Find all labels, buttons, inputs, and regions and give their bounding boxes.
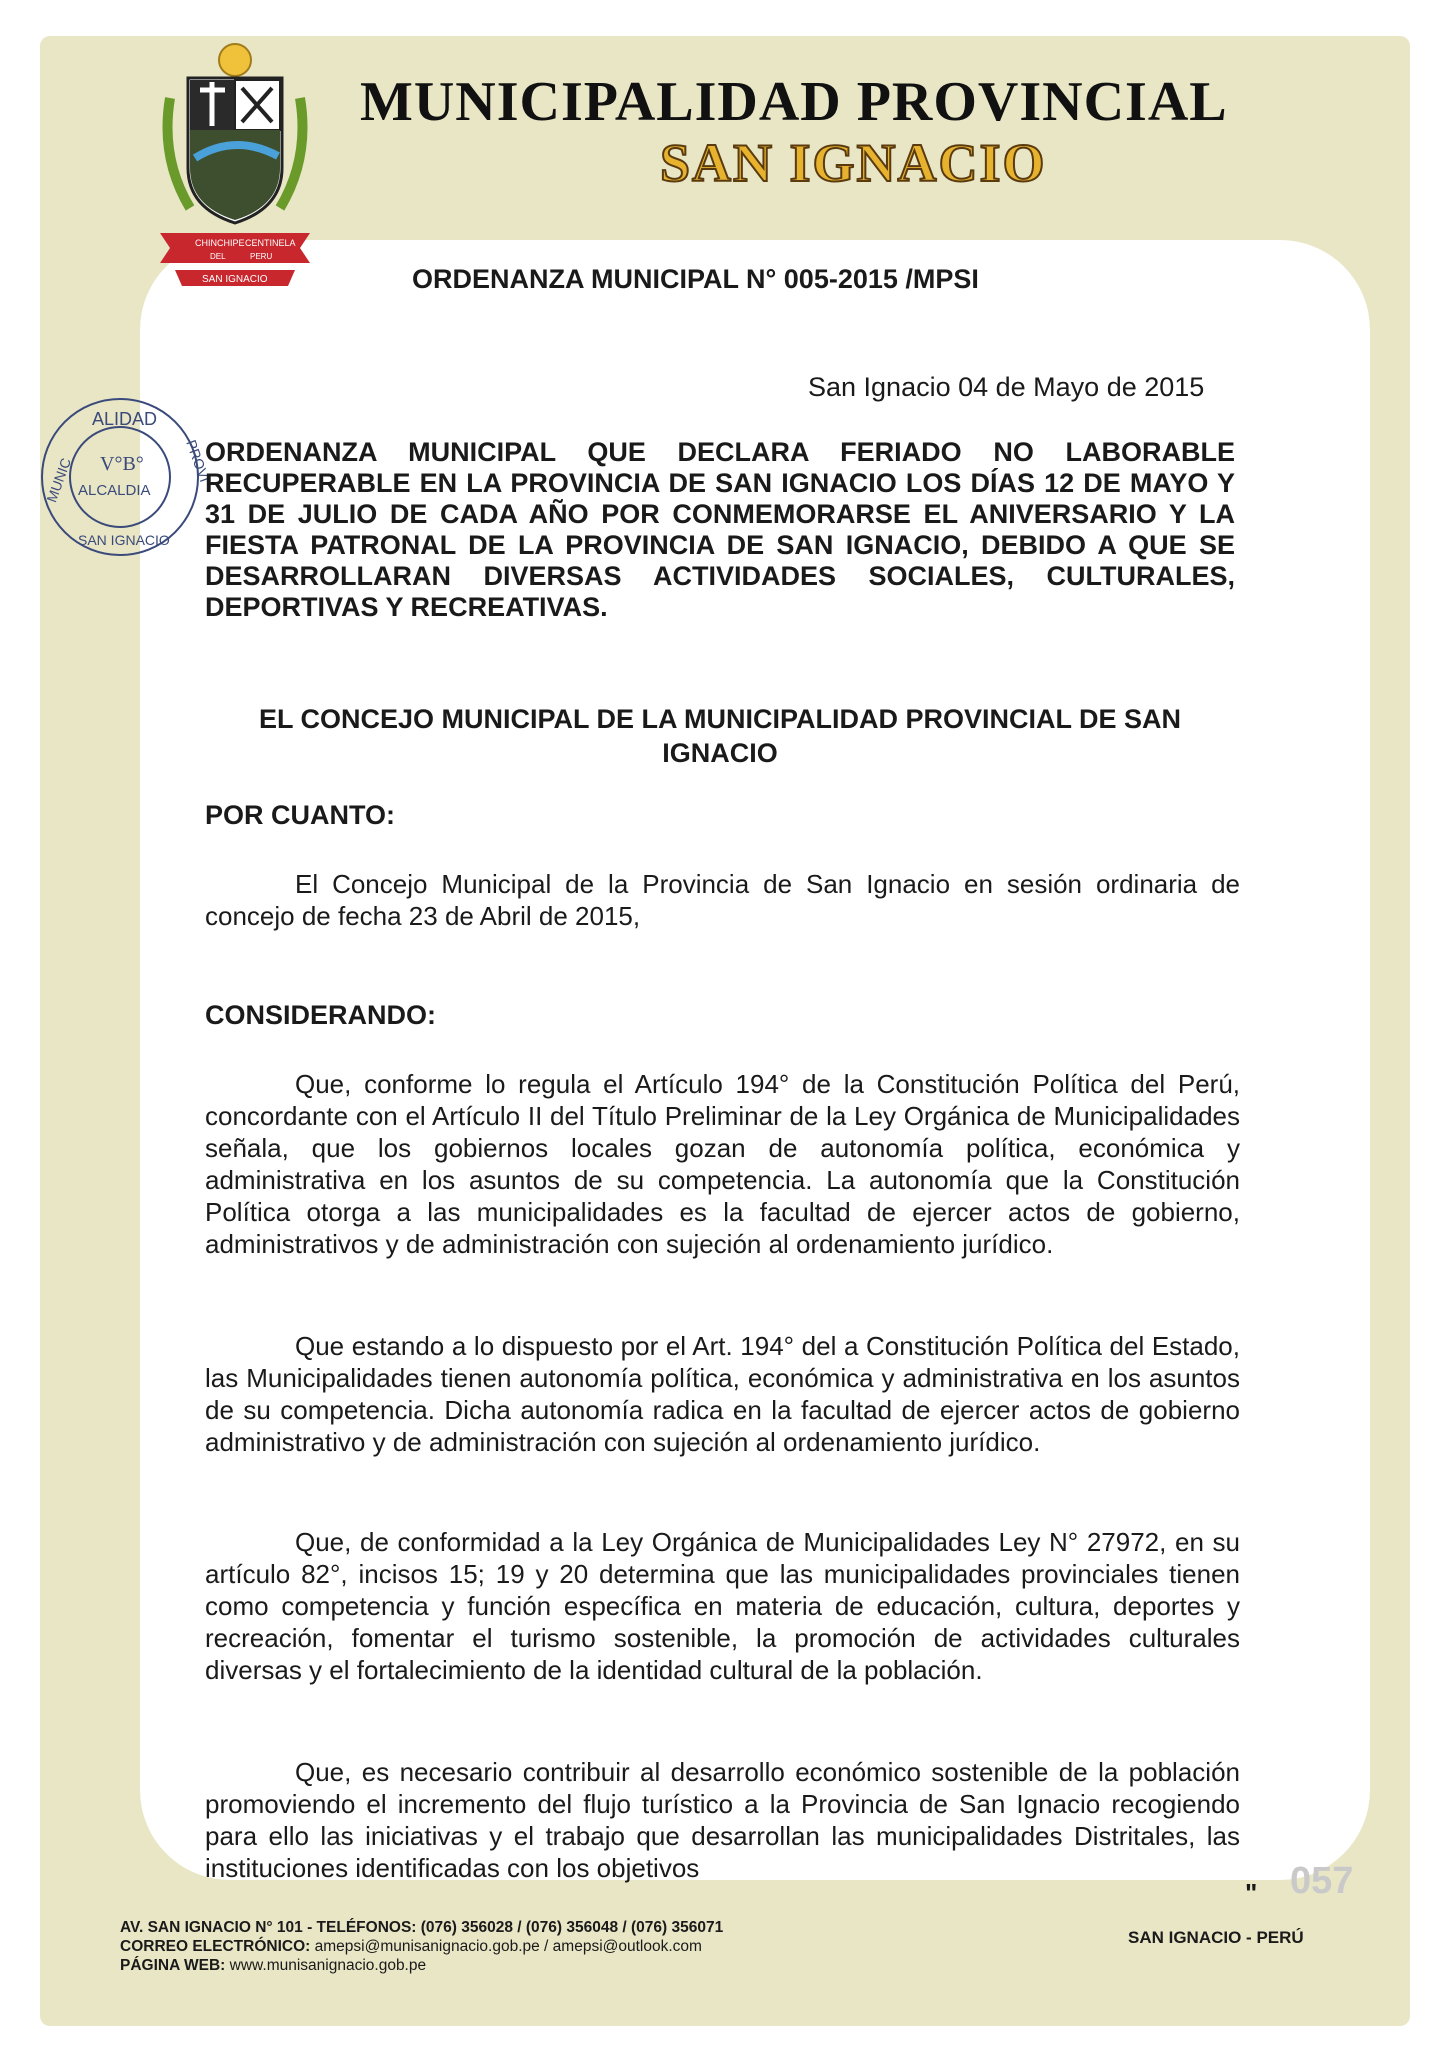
footer-label: PÁGINA WEB:	[120, 1957, 226, 1974]
stamp-text: ALIDAD	[92, 409, 158, 429]
stamp-text: V°B°	[100, 453, 144, 475]
crest-ribbon-text: SAN IGNACIO	[202, 274, 268, 285]
considerando-paragraph: Que, es necesario contribuir al desarrollo económico sostenible de la población promoviendo el incremento del flujo turístico a la Provincia de San Ignacio recogiendo para ello las iniciativas y el trabajo que desarrollan las municipalidades Distritales, las instituciones identificadas con los objetivos	[205, 1757, 1240, 1883]
footer-emails: amepsi@munisanignacio.gob.pe / amepsi@outlook.com	[314, 1938, 702, 1955]
province-title: SAN IGNACIO	[660, 133, 1047, 193]
continuation-marker: "	[1245, 1878, 1258, 1908]
stamp-text: SAN IGNACIO	[78, 532, 170, 548]
stamp-text: PROVI	[183, 437, 214, 485]
alcaldia-approval-stamp	[30, 385, 214, 570]
document-date: San Ignacio 04 de Mayo de 2015	[808, 372, 1205, 402]
municipal-crest-logo	[140, 38, 330, 288]
crest-banner-text: CENTINELA	[245, 238, 296, 248]
page-number: 057	[1290, 1860, 1354, 1902]
section-heading-considerando: CONSIDERANDO:	[205, 1000, 437, 1030]
council-heading-line: EL CONCEJO MUNICIPAL DE LA MUNICIPALIDAD PROVINCIAL DE SAN	[258, 704, 1182, 734]
footer-phones: (076) 356028 / (076) 356048 / (076) 356071	[420, 1919, 724, 1936]
footer-website: www.munisanignacio.gob.pe	[229, 1957, 427, 1974]
municipality-title: MUNICIPALIDAD PROVINCIAL	[360, 71, 1228, 133]
footer-label: CORREO ELECTRÓNICO:	[120, 1938, 311, 1955]
footer-contact	[120, 1918, 723, 1975]
stamp-text: ALCALDIA	[78, 482, 151, 499]
ordinance-number: ORDENANZA MUNICIPAL N° 005-2015 /MPSI	[412, 264, 979, 294]
considerando-paragraph: Que, conforme lo regula el Artículo 194° de la Constitución Política del Perú, concordante con el Artículo II del Título Preliminar de la Ley Orgánica de Municipalidades señala, que los gobiernos locales gozan de autonomía política, económica y administrativa en los asuntos de su competencia. La autonomía que la Constitución Política otorga a las municipalidades es la facultad de ejercer actos de gobierno, administrativos y de administración con sujeción al ordenamiento jurídico.	[205, 1069, 1240, 1259]
ordinance-heading: ORDENANZA MUNICIPAL QUE DECLARA FERIADO NO LABORABLE RECUPERABLE EN LA PROVINCIA DE SAN IGNACIO LOS DÍAS 12 DE MAYO Y 31 DE JULIO DE CADA AÑO POR CONMEMORARSE EL ANIVERSARIO Y LA FIESTA PATRONAL DE LA PROVINCIA DE SAN IGNACIO, DEBIDO A QUE SE DESARROLLARAN DIVERSAS ACTIVIDADES SOCIALES, CULTURALES, DEPORTIVAS Y RECREATIVAS.	[205, 437, 1235, 622]
footer-location: SAN IGNACIO - PERÚ	[1128, 1928, 1304, 1947]
stamp-text: MUNIC	[43, 455, 74, 505]
section-heading-por-cuanto: POR CUANTO:	[205, 800, 396, 830]
considerando-paragraph: Que estando a lo dispuesto por el Art. 194° del a Constitución Política del Estado, las Municipalidades tienen autonomía política, económica y administrativa en los asuntos de su competencia. Dicha autonomía radica en la facultad de ejercer actos de gobierno administrativo y de administración con sujeción al ordenamiento jurídico.	[205, 1331, 1240, 1457]
council-heading-line: IGNACIO	[662, 738, 778, 768]
crest-banner-text: PERU	[250, 252, 273, 261]
considerando-paragraph: Que, de conformidad a la Ley Orgánica de Municipalidades Ley N° 27972, en su artículo 82°, incisos 15; 19 y 20 determina que las municipalidades provinciales tienen como competencia y función específica en materia de educación, cultura, deportes y recreación, fomentar el turismo sostenible, la promoción de actividades culturales diversas y el fortalecimiento de la identidad cultural de la población.	[205, 1527, 1240, 1685]
crest-banner-text: DEL	[210, 252, 226, 261]
por-cuanto-paragraph: El Concejo Municipal de la Provincia de San Ignacio en sesión ordinaria de concejo de fecha 23 de Abril de 2015,	[205, 869, 1240, 931]
council-heading	[205, 702, 1235, 770]
crest-banner-text: CHINCHIPE	[195, 238, 245, 248]
footer-label: AV. SAN IGNACIO N° 101 - TELÉFONOS:	[120, 1919, 417, 1936]
